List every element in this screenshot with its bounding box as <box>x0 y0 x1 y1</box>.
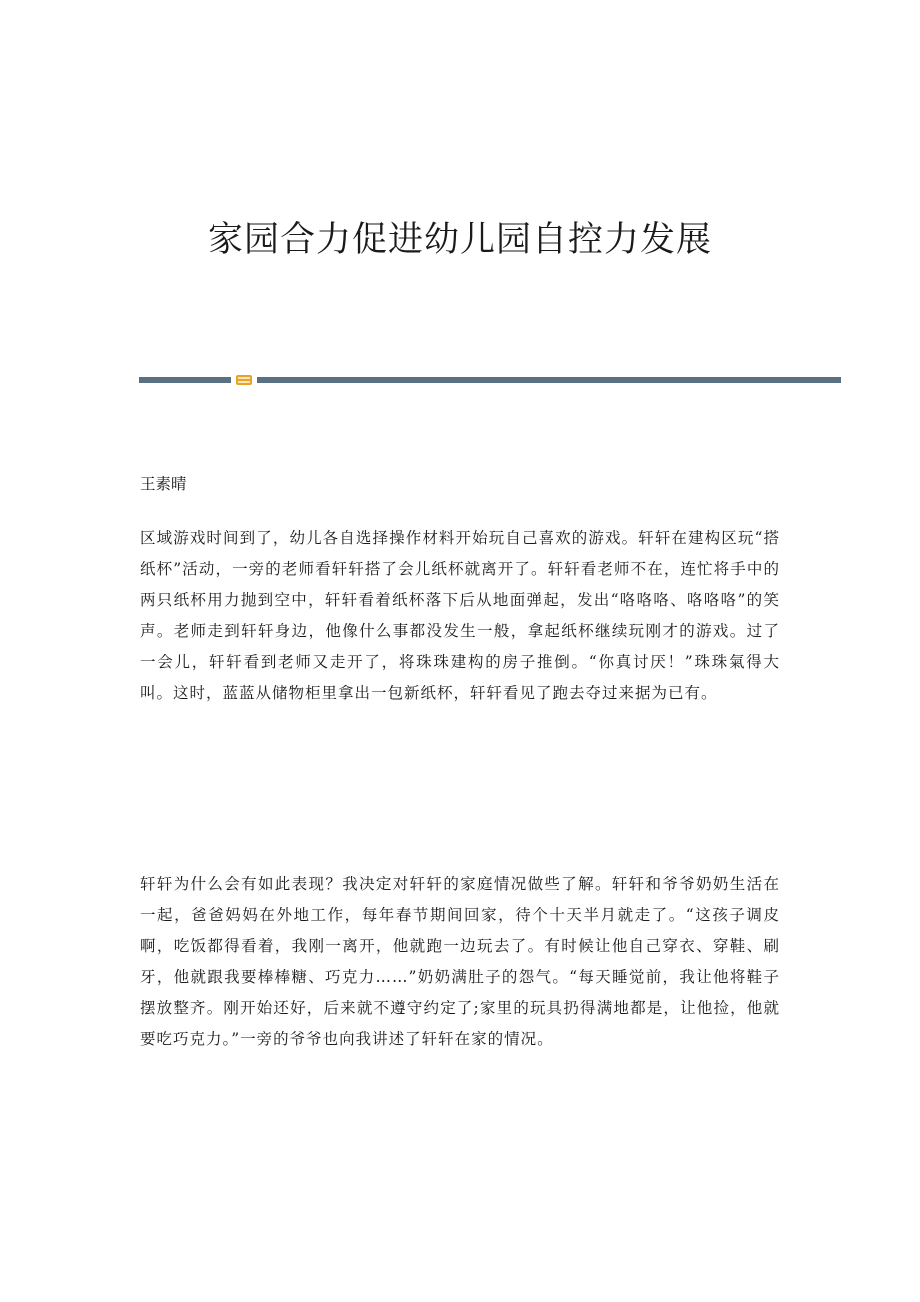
author-name: 王素晴 <box>140 475 187 493</box>
title-divider <box>139 374 841 386</box>
divider-ornament-icon <box>235 374 253 386</box>
body-paragraph-1: 区域游戏时间到了，幼儿各自选择操作材料开始玩自己喜欢的游戏。轩轩在建构区玩“搭纸杯”活动，一旁的老师看轩轩搭了会儿纸杯就离开了。轩轩看老师不在，连忙将手中的两只纸杯用力抛到空中，轩轩看着纸杯落下后从地面弹起，发出“咯咯咯、咯咯咯”的笑声。老师走到轩轩身边，他像什么事都没发生一般，拿起纸杯继续玩刚才的游戏。过了一会儿，轩轩看到老师又走开了，将珠珠建构的房子推倒。“你真讨厌！”珠珠氣得大叫。这时，蓝蓝从储物柜里拿出一包新纸杯，轩轩看见了跑去夺过来据为已有。 <box>140 529 780 702</box>
document-title: 家园合力促进幼儿园自控力发展 <box>207 220 712 260</box>
divider-bar-left <box>139 377 231 383</box>
divider-bar-right <box>257 377 841 383</box>
body-paragraph-2: 轩轩为什么会有如此表现？我决定对轩轩的家庭情况做些了解。轩轩和爷爷奶奶生活在一起，爸爸妈妈在外地工作，每年春节期间回家，待个十天半月就走了。“这孩子调皮啊，吃饭都得看着，我刚一离开，他就跑一边玩去了。有时候让他自己穿衣、穿鞋、刷牙，他就跟我要棒棒糖、巧克力……”奶奶满肚子的怨气。“每天睡觉前，我让他将鞋子摆放整齐。刚开始还好，后来就不遵守约定了;家里的玩具扔得满地都是，让他捡，他就要吃巧克力。”一旁的爷爷也向我讲述了轩轩在家的情况。 <box>140 875 780 1048</box>
